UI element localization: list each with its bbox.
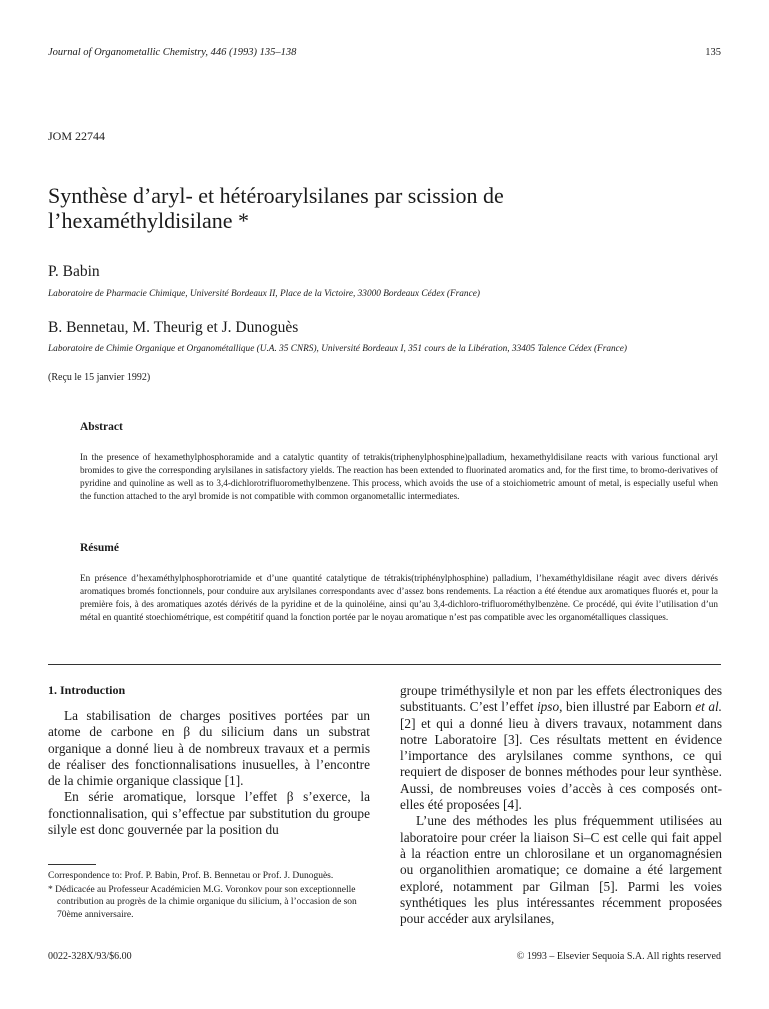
article-title: Synthèse d’aryl- et hétéroarylsilanes par scission de l’hexaméthyldisilane * [48,183,504,233]
author-group-2: B. Bennetau, M. Theurig et J. Dunoguès [48,319,299,336]
jom-code: JOM 22744 [48,129,106,143]
dedication-note: * Dédicacée au Professeur Académicien M.G. Voronkov pour son exceptionnelle contribution au progrès de la chimie organique du silicium, à l’occasion de son 70ème anniversaire. [48,884,357,920]
body-column-left [48,708,370,838]
section-divider [48,664,721,665]
resume-heading: Résumé [80,542,119,554]
affiliation-1: Laboratoire de Pharmacie Chimique, Université Bordeaux II, Place de la Victoire, 33000 Bordeaux Cédex (France) [48,289,480,299]
received-date: (Reçu le 15 janvier 1992) [48,372,151,383]
author-group-1: P. Babin [48,263,100,280]
text-run: , bien illustré par Eaborn [559,699,696,715]
intro-paragraph-4: L’une des méthodes les plus fréquemment utilisées au laboratoire pour créer la liaison Si–C est celle qui fait appel à la réaction entre un chlorosilane et un organomagnésien ou organolithien aromatique; ce domaine a été largement exploré, notamment par Gilman [5]. Parmi les voies synthétiques les plus intéressantes récemment proposées pour accéder aux arylsilanes, [400,813,722,927]
intro-paragraph-1: La stabilisation de charges positives portées par un atome de carbone en β du silicium dans un substrat organique a donné lieu à de nombreux travaux et a permis de réaliser des fonctionnalisations inusuelles, à l’encontre de la chimie organique classique [1]. [48,708,370,789]
issn-code: 0022-328X/93/$6.00 [48,951,132,962]
resume-text: En présence d’hexaméthylphosphorotriamide et d’une quantité catalytique de tétrakis(triphénylphosphine) palladium, l’hexaméthyldisilane réagit avec divers dérivés aromatiques bromés fonctionnels, pour conduire aux arylsilanes correspondants avec d’assez bons rendements. La réaction a été étendue aux aromatiques fluorés et, pour la première fois, à des aromatiques azotés dérivés de la pyridine et de la quinoléine, ainsi qu’au 3,4-dichloro-trifluorométhylbenzène. Ce procédé, qui évite l’utilisation d’un métal en quantité stoechiométrique, est compétitif quand la fonction portée par le noyau aromatique n’est pas compatible avec les organométalliques classiques. [80,573,718,622]
journal-citation: Journal of Organometallic Chemistry, 446 (1993) 135–138 [48,47,297,58]
body-column-right [400,683,722,927]
footnote-rule [48,864,96,865]
ipso-italic: ipso [536,699,560,715]
abstract-text: In the presence of hexamethylphosphoramide and a catalytic quantity of tetrakis(triphenylphosphine)palladium, hexamethyldisilane reacts with various functional aryl bromides to give the corresponding arylsilanes in satisfactory yields. The reaction has been extended to fluorinated aromatics and, for the first time, to bromo-derivatives of pyridine and quinoline as well as to 3,4-dichlorotrifluoromethylbenzene. This process, which avoids the use of a stoichiometric amount of metal, is especially useful when the function attached to the aryl bromide is not compatible with common organometallic intermediates. [80,452,718,501]
text-run: [2] et qui a donné lieu à divers travaux, notamment dans notre Laboratoire [3]. Ces résultats mettent en évidence l’importance des arylsilanes comme synthons, ce qui requiert de disposer de bonnes méthodes pour leur synthèse. Aussi, de nombreuses voies d’accès à ces composés ont-elles été proposées [4]. [400,715,722,813]
affiliation-2: Laboratoire de Chimie Organique et Organométallique (U.A. 35 CNRS), Université Bordeaux I, 351 cours de la Libération, 33405 Talence Cédex (France) [48,344,627,354]
intro-paragraph-3 [400,683,722,813]
abstract-heading: Abstract [80,421,123,433]
intro-paragraph-2: En série aromatique, lorsque l’effet β s’exerce, la fonctionnalisation, qui s’effectue par substitution du groupe silyle est donc gouvernée par la position du [48,789,370,838]
copyright-notice: © 1993 – Elsevier Sequoia S.A. All rights reserved [516,951,721,962]
introduction-heading: 1. Introduction [48,683,126,697]
page-number: 135 [705,47,721,58]
text-run: groupe triméthysilyle et non par les effets électroniques des substituants. C’est l’effet [400,683,722,715]
correspondence-note: Correspondence to: Prof. P. Babin, Prof. B. Bennetau or Prof. J. Dunoguès. [48,871,334,881]
et-al-italic: et al. [695,699,722,715]
footnotes [48,870,370,922]
